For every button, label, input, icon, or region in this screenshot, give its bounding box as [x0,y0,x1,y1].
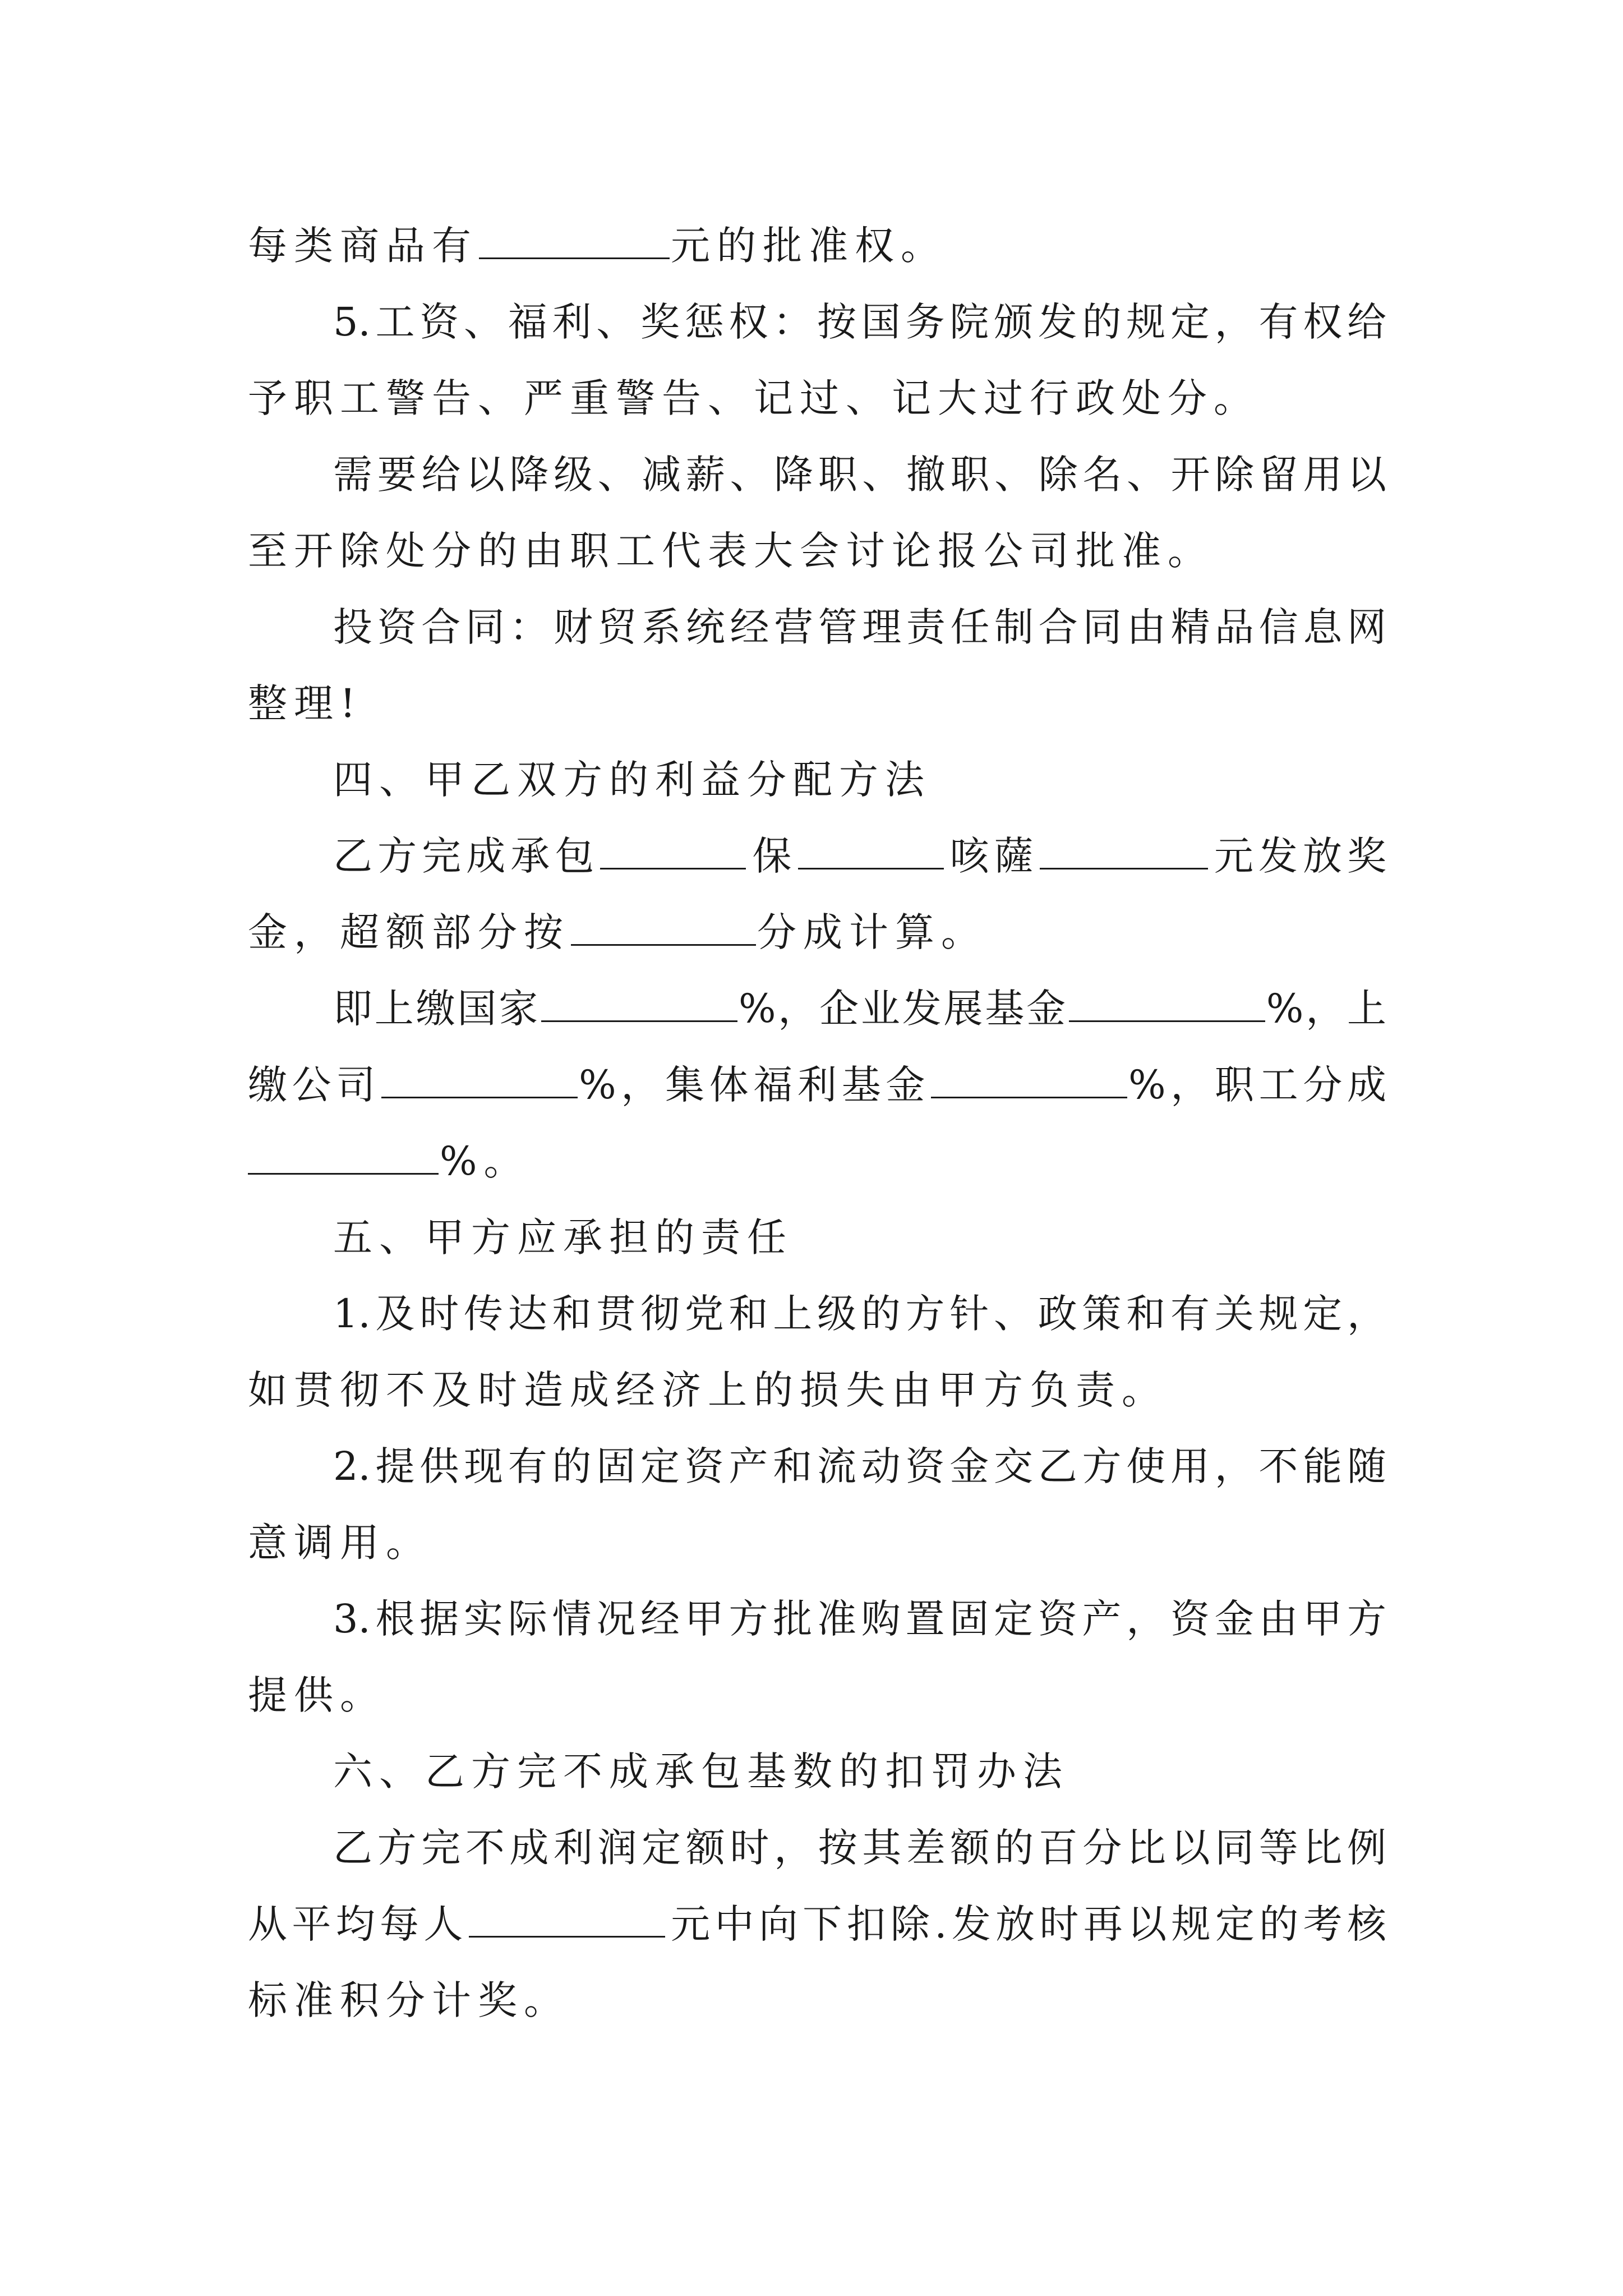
fill-blank [600,825,746,869]
fill-blank [469,1893,665,1938]
fill-blank [931,1054,1127,1098]
fill-blank [541,978,737,1022]
paragraph-line: 整理! [248,680,363,726]
paragraph-line: 从平均每人 元中向下扣除.发放时再以规定的考核 [248,1886,1386,1962]
paragraph-line: 缴公司 %，集体福利基金 %，职工分成 [248,1047,1386,1123]
paragraph-line: 1.及时传达和贯彻党和上级的方针、政策和有关规定， [333,1291,1386,1337]
fill-blank [248,1130,439,1175]
paragraph-line: 乙方完成承包 保 咳薩 元发放奖 [248,818,1386,894]
paragraph-line: 予职工警告、严重警告、记过、记大过行政处分。 [248,375,1260,421]
fill-blank [1040,825,1208,869]
paragraph-line: 提供。 [248,1672,386,1718]
paragraph-line: 标准积分计奖。 [248,1977,570,2023]
paragraph-line: 至开除处分的由职工代表大会讨论报公司批准。 [248,528,1214,574]
paragraph-line: 乙方完不成利润定额时，按其差额的百分比以同等比例 [333,1825,1386,1871]
paragraph-line: 2.提供现有的固定资产和流动资金交乙方使用，不能随 [333,1443,1386,1489]
paragraph-line: 需要给以降级、减薪、降职、撤职、除名、开除留用以 [333,452,1386,498]
paragraph-line: 金，超额部分按 分成计算。 [248,894,1386,970]
paragraph-line: 即上缴国家 %，企业发展基金 %，上 [248,970,1386,1047]
paragraph-line: 投资合同：财贸系统经营管理责任制合同由精品信息网 [333,604,1386,650]
paragraph-line: 3.根据实际情况经甲方批准购置固定资产，资金由甲方 [333,1596,1386,1642]
fill-blank [1069,978,1265,1022]
document-page [248,208,1386,2039]
fill-blank [381,1054,578,1098]
paragraph-line: 如贯彻不及时造成经济上的损失由甲方负责。 [248,1367,1168,1413]
paragraph-line: 意调用。 [248,1520,432,1566]
fill-blank [479,215,670,259]
fill-blank [571,901,756,946]
section-heading: 六、乙方完不成承包基数的扣罚办法 [333,1749,1069,1795]
section-heading: 四、甲乙双方的利益分配方法 [333,757,931,803]
paragraph-line: 5.工资、福利、奖惩权：按国务院颁发的规定，有权给 [333,299,1386,345]
fill-blank [798,825,944,869]
paragraph-line: 每类商品有 元的批准权。 [248,208,1386,284]
paragraph-line: %。 [248,1123,1386,1199]
section-heading: 五、甲方应承担的责任 [333,1214,793,1260]
